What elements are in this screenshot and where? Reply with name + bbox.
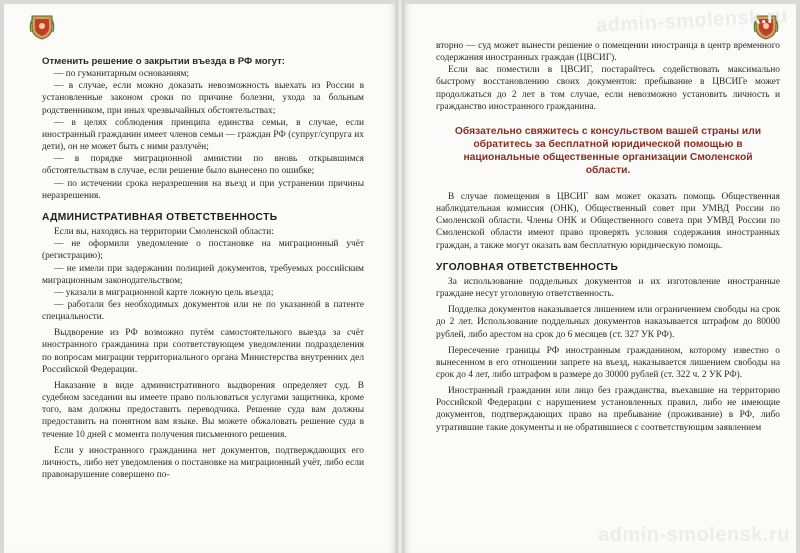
admin-intro: Если вы, находясь на территории Смоленской области: [54, 227, 274, 238]
watermark: admin-smolensk.ru [598, 524, 790, 546]
illegal-stay-paragraph: Иностранный гражданин или лицо без гражданства, въехавшие на территорию Российской Федерации с нарушением установленных правил, либо не имеющие документов, подтверждающих право на пребывание (проживание) в РФ, либо утратившие такие документы и не обратившиеся с соответствующим заявлением [436, 386, 780, 433]
border-crossing-paragraph: Пересечение границы РФ иностранным гражданином, которому известно о вынесенном в его отношении запрете на въезд, наказывается лишением свободы на срок до 4 лет, либо штрафом в размере до 30000 рублей (ст. 322 ч. 2 УК РФ). [436, 345, 780, 380]
reason-item: — по гуманитарным основаниям; [54, 69, 190, 80]
admin-item: — не оформили уведомление о постановке на миграционный учёт (регистрацию); [42, 239, 364, 262]
onk-paragraph: В случае помещения в ЦВСИГ вам может оказать помощь Общественная наблюдательная комиссия (ОНК), Общественный совет при УМВД России по Смоленской области. Члены ОНК и Общественного совета при УМВД России по Смоленской области имеют право проверять условия содержания иностранных граждан, а также могут оказать вам бесплатную юридическую помощь. [436, 191, 780, 251]
deportation-paragraph: Выдворение из РФ возможно путём самостоятельного выезда за счёт иностранного гражданина при соответствующем уведомлении подразделения по вопросам миграции территориального органа Министерства внутренних дел Российской Федерации. [42, 328, 364, 375]
admin-item: — не имели при задержании полицией документов, требуемых российским миграционным законодательством; [42, 263, 364, 286]
cvsig-placement-paragraph: вторно — суд может вынести решение о помещении иностранца в центр временного содержания иностранных граждан (ЦВСИГ). [436, 41, 780, 64]
forgery-paragraph: Подделка документов наказывается лишением или ограничением свободы на срок до 2 лет. Использование поддельных документов наказывается штрафом до 80000 рублей, либо арестом на срок до 6 месяцев (ст. 327 УК РФ). [436, 305, 780, 340]
coat-of-arms-icon [28, 12, 56, 40]
admin-item: — указали в миграционной карте ложную цель въезда; [54, 287, 274, 298]
watermark: admin-smolensk.ru [595, 4, 789, 38]
book-gutter [396, 0, 404, 553]
closure-lift-heading: Отменить решение о закрытии въезда в РФ могут: [42, 56, 285, 67]
criminal-intro: За использование поддельных документов и их изготовление иностранные граждане несут уголовную ответственность. [436, 276, 780, 300]
consulate-callout: Обязательно свяжитесь с консульством вашей страны или обратитесь за бесплатной юридической помощью в национальные общественные организации Смоленской области. [454, 125, 762, 176]
right-page [404, 4, 796, 553]
reason-item: — в целях соблюдения принципа единства семьи, в случае, если иностранный гражданин имеет членов семьи — граждан РФ (супруг/супруга их дети), он не может быть с ними разлучён; [42, 117, 364, 153]
left-page-text [42, 56, 364, 481]
reason-item: — в порядке миграционной амнистии по вновь открывшимся обстоятельствам в случае, если решение было вынесено по ошибке; [42, 154, 364, 177]
cvsig-advice-paragraph: Если вас поместили в ЦВСИГ, постарайтесь содействовать максимально быстрому восстановлению своих документов: пребывание в ЦВСИГе может продолжаться до 2 лет в том случае, если невозможно установить личность и гражданство иностранного гражданина. [436, 65, 780, 112]
no-documents-paragraph: Если у иностранного гражданина нет документов, подтверждающих его личность, либо нет уведомления о постановке на миграционный учёт, либо если правонарушение совершено по- [42, 445, 364, 480]
left-page [4, 4, 396, 553]
right-page-text [436, 40, 780, 434]
criminal-liability-heading: УГОЛОВНАЯ ОТВЕТСТВЕННОСТЬ [436, 261, 619, 273]
reason-item: — в случае, если можно доказать невозможность выехать из России в установленные законом сроки по причине болезни, ухода за больным родственником, при иных чрезвычайных обстоятельствах; [42, 81, 364, 116]
reason-item: — по истечении срока неразрешения на въезд и при устранении причины неразрешения. [42, 178, 364, 201]
admin-liability-heading: АДМИНИСТРАТИВНАЯ ОТВЕТСТВЕННОСТЬ [42, 211, 278, 223]
admin-item: — работали без необходимых документов или не по указанной в патенте специальности. [42, 299, 364, 323]
court-paragraph: Наказание в виде административного выдворения определяет суд. В судебном заседании вы имеете право пользоваться услугами защитника, кроме того, вам должны предоставить переводчика. Решение суда вам должны предоставить на понятном вам языке. Вы можете обжаловать решение суда в течение 10 дней с момента получения письменного решения. [42, 380, 364, 440]
